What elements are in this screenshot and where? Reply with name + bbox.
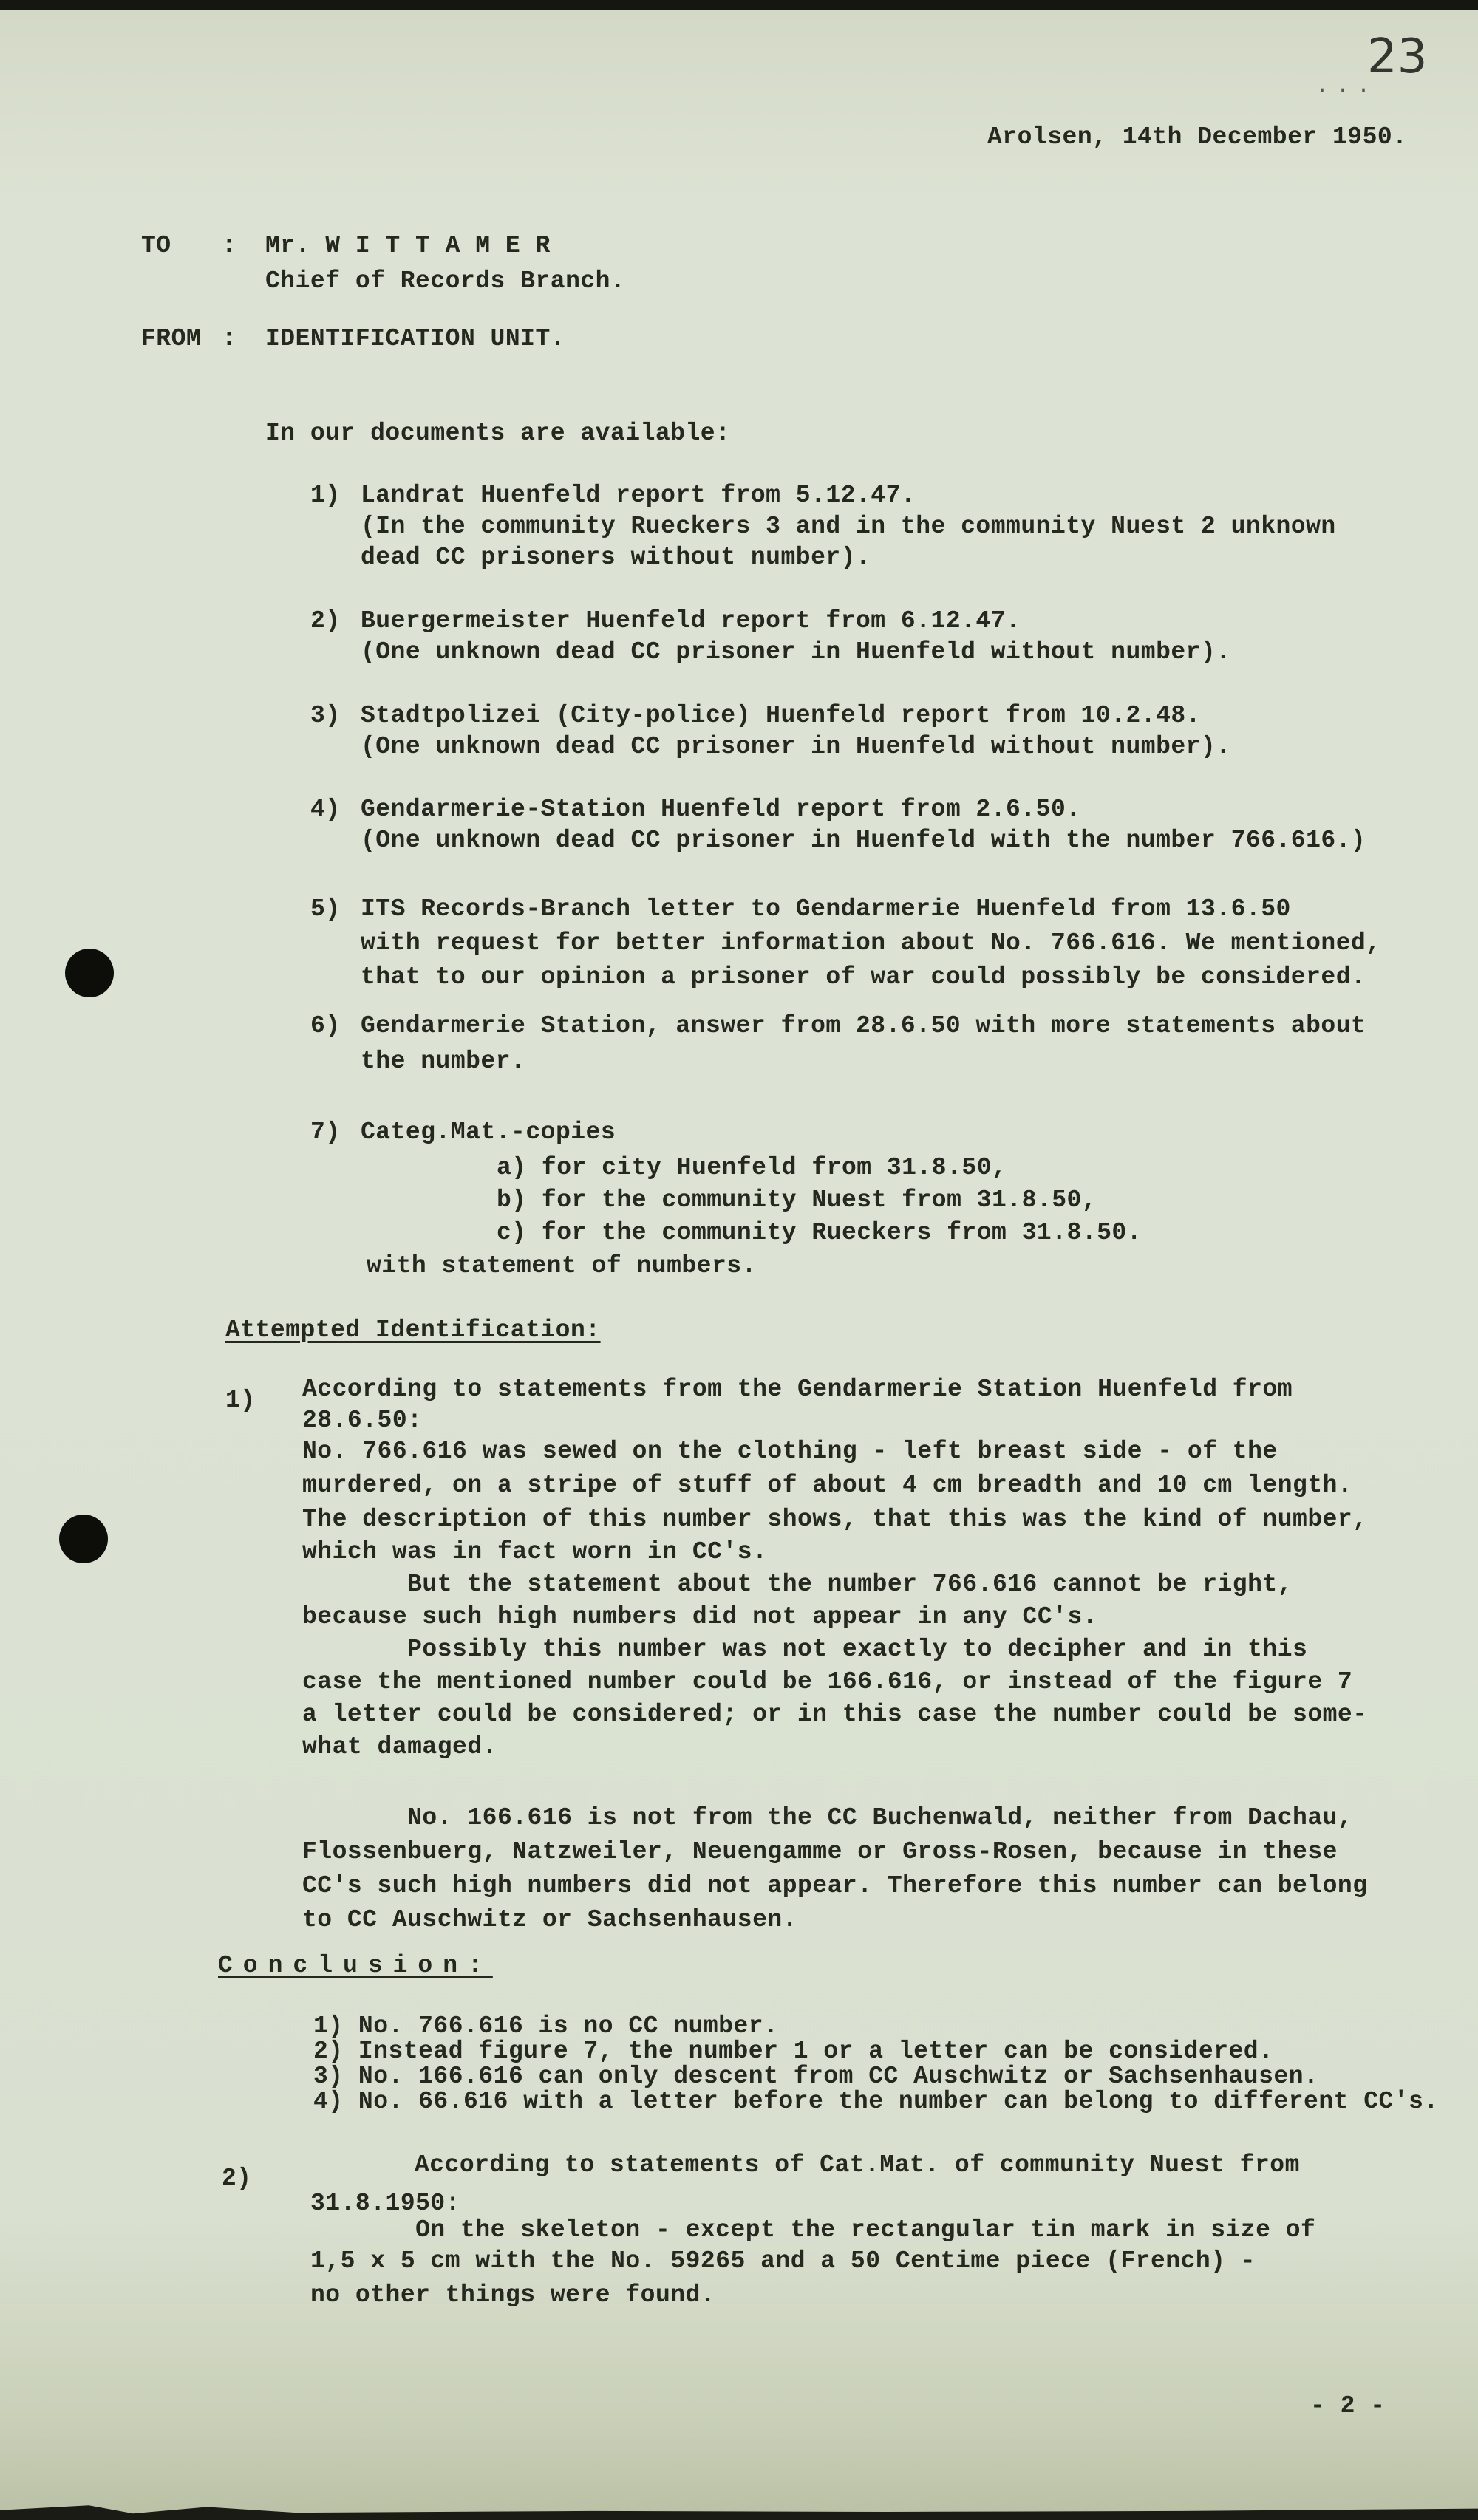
- section-heading: Attempted Identification:: [225, 1317, 601, 1344]
- punch-hole: [59, 1515, 108, 1563]
- item-number: 2): [310, 607, 341, 635]
- copy-item: a) for city Huenfeld from 31.8.50,: [497, 1154, 1007, 1181]
- scan-top-edge: [0, 0, 1478, 10]
- paragraph-line: 28.6.50:: [302, 1407, 423, 1434]
- paragraph-line: which was in fact worn in CC's.: [302, 1538, 768, 1565]
- punch-hole: [65, 949, 114, 997]
- item-line: Gendarmerie Station, answer from 28.6.50 with more statements about: [361, 1012, 1366, 1039]
- pencil-marks: ...: [1315, 74, 1378, 99]
- item-line: Categ.Mat.-copies: [361, 1119, 616, 1146]
- recipient-name: Mr. W I T T A M E R: [265, 232, 551, 259]
- paragraph-line: because such high numbers did not appear in any CC's.: [302, 1603, 1098, 1631]
- recipient-title: Chief of Records Branch.: [265, 267, 626, 295]
- item-line: with request for better information about No. 766.616. We mentioned,: [361, 929, 1381, 957]
- copies-footer: with statement of numbers.: [367, 1252, 757, 1280]
- to-label: TO: [141, 232, 171, 259]
- paragraph-line: According to statements from the Gendarmerie Station Huenfeld from: [302, 1376, 1293, 1403]
- item-number: 1): [310, 482, 341, 509]
- item-line: Landrat Huenfeld report from 5.12.47.: [361, 482, 916, 509]
- paragraph-line: case the mentioned number could be 166.616, or instead of the figure 7: [302, 1668, 1353, 1696]
- paragraph-line: murdered, on a stripe of stuff of about 4 cm breadth and 10 cm length.: [302, 1472, 1353, 1499]
- item-number: 6): [310, 1012, 341, 1039]
- item-line: (One unknown dead CC prisoner in Huenfeld with the number 766.616.): [361, 827, 1366, 854]
- handwritten-page-number: 23: [1367, 30, 1428, 84]
- item-line: ITS Records-Branch letter to Gendarmerie Huenfeld from 13.6.50: [361, 895, 1291, 923]
- item-line: dead CC prisoners without number).: [361, 544, 871, 571]
- copy-item: c) for the community Rueckers from 31.8.50.: [497, 1219, 1142, 1246]
- item-number: 3): [310, 702, 341, 729]
- item-line: (One unknown dead CC prisoner in Huenfeld without number).: [361, 638, 1231, 666]
- section-heading: Conclusion:: [218, 1952, 493, 1979]
- item-line: the number.: [361, 1048, 526, 1075]
- conclusion-item: 2) Instead figure 7, the number 1 or a letter can be considered.: [313, 2038, 1274, 2065]
- paragraph-line: Possibly this number was not exactly to decipher and in this: [302, 1636, 1308, 1663]
- scan-torn-bottom-edge: [0, 2504, 1478, 2520]
- paragraph-line: no other things were found.: [310, 2281, 716, 2309]
- item-number: 2): [222, 2165, 252, 2192]
- copy-item: b) for the community Nuest from 31.8.50,: [497, 1186, 1097, 1214]
- paragraph-line: The description of this number shows, that this was the kind of number,: [302, 1506, 1368, 1533]
- paragraph-line: But the statement about the number 766.616 cannot be right,: [302, 1571, 1293, 1598]
- paragraph-line: 31.8.1950:: [310, 2190, 461, 2217]
- paragraph-line: to CC Auschwitz or Sachsenhausen.: [302, 1906, 798, 1933]
- item-line: Buergermeister Huenfeld report from 6.12.47.: [361, 607, 1021, 635]
- item-number: 1): [225, 1387, 256, 1414]
- item-line: (In the community Rueckers 3 and in the community Nuest 2 unknown: [361, 513, 1336, 540]
- paragraph-line: No. 166.616 is not from the CC Buchenwald, neither from Dachau,: [302, 1804, 1353, 1831]
- to-separator: :: [222, 232, 237, 259]
- item-line: that to our opinion a prisoner of war could possibly be considered.: [361, 963, 1366, 991]
- paragraph-line: 1,5 x 5 cm with the No. 59265 and a 50 Centime piece (French) -: [310, 2247, 1256, 2275]
- conclusion-item: 3) No. 166.616 can only descent from CC Auschwitz or Sachsenhausen.: [313, 2063, 1319, 2090]
- conclusion-item: 1) No. 766.616 is no CC number.: [313, 2012, 779, 2040]
- conclusion-item: 4) No. 66.616 with a letter before the number can belong to different CC's.: [313, 2088, 1439, 2115]
- intro-text: In our documents are available:: [265, 420, 731, 447]
- paragraph-line: No. 766.616 was sewed on the clothing - left breast side - of the: [302, 1438, 1278, 1465]
- from-label: FROM: [141, 325, 202, 352]
- date-line: Arolsen, 14th December 1950.: [987, 123, 1408, 151]
- sender: IDENTIFICATION UNIT.: [265, 325, 566, 352]
- page-number-footer: - 2 -: [1310, 2392, 1386, 2420]
- item-line: Gendarmerie-Station Huenfeld report from 2.6.50.: [361, 796, 1081, 823]
- item-line: Stadtpolizei (City-police) Huenfeld report from 10.2.48.: [361, 702, 1201, 729]
- paragraph-line: what damaged.: [302, 1733, 497, 1761]
- paragraph-line: a letter could be considered; or in this case the number could be some-: [302, 1701, 1368, 1728]
- item-number: 7): [310, 1119, 341, 1146]
- item-number: 5): [310, 895, 341, 923]
- paragraph-line: On the skeleton - except the rectangular tin mark in size of: [310, 2216, 1316, 2244]
- paragraph-line: Flossenbuerg, Natzweiler, Neuengamme or Gross-Rosen, because in these: [302, 1838, 1338, 1865]
- paragraph-line: According to statements of Cat.Mat. of community Nuest from: [415, 2151, 1300, 2179]
- paragraph-line: CC's such high numbers did not appear. Therefore this number can belong: [302, 1872, 1368, 1899]
- from-separator: :: [222, 325, 237, 352]
- item-line: (One unknown dead CC prisoner in Huenfeld without number).: [361, 733, 1231, 760]
- item-number: 4): [310, 796, 341, 823]
